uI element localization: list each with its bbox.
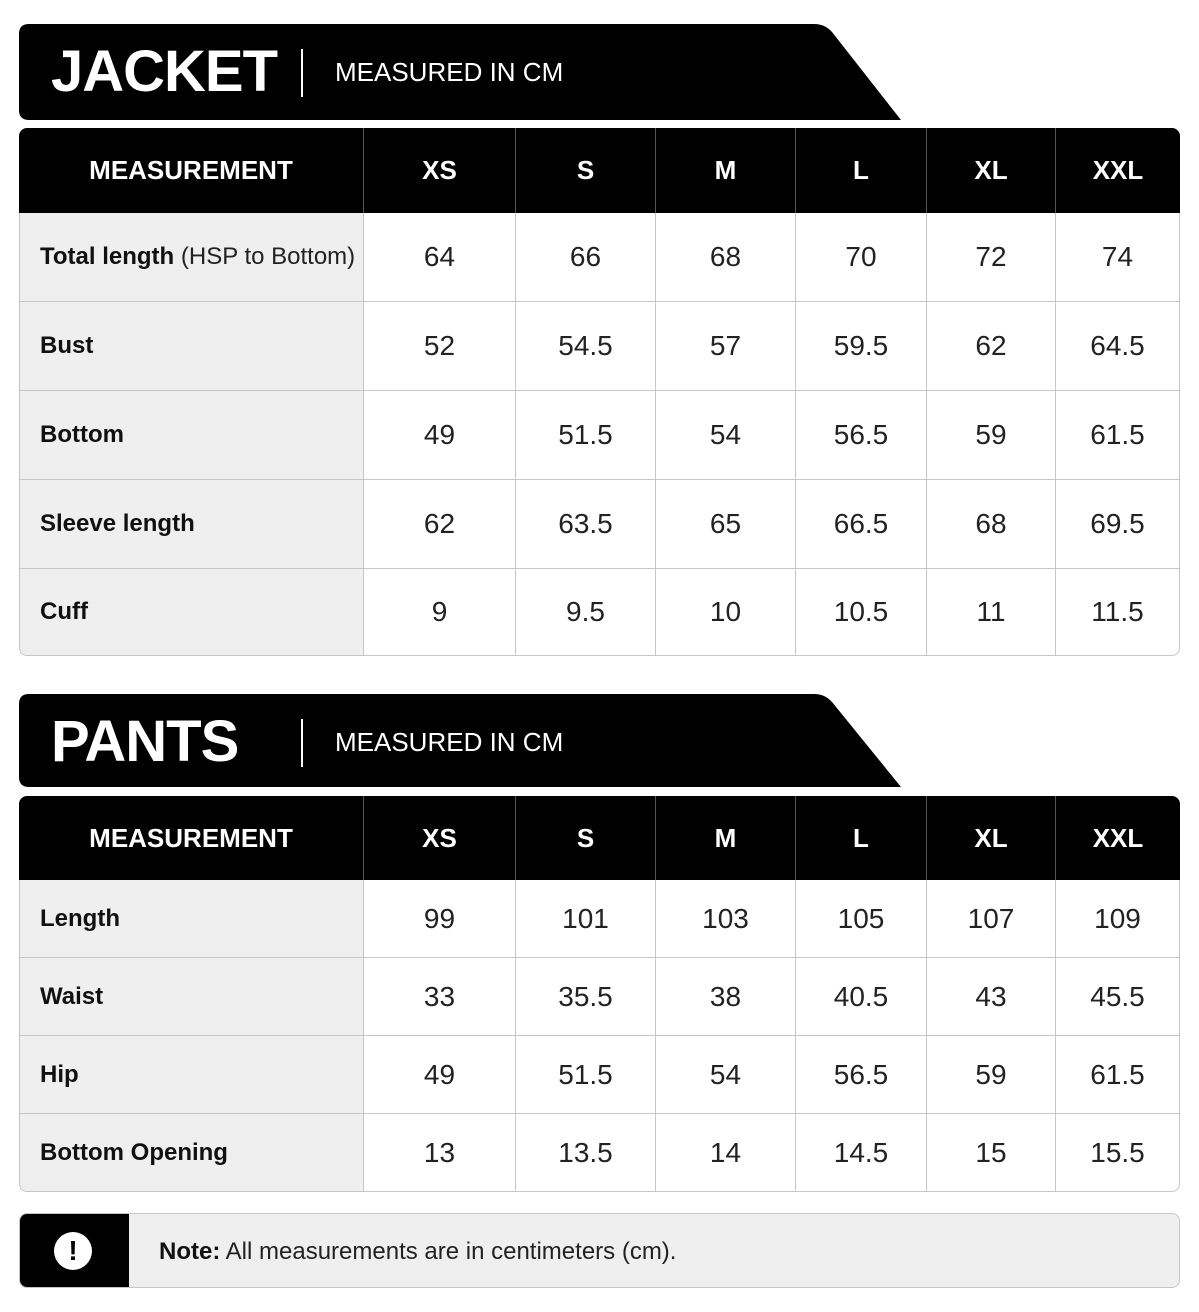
column-header-s: S [515, 128, 655, 213]
row-label-extra: (HSP to Bottom) [180, 243, 356, 270]
row-label-main: Bottom [40, 421, 124, 448]
note-icon-box [20, 1214, 129, 1288]
table-row [19, 880, 1180, 958]
column-header-measurement: MEASUREMENT [19, 796, 363, 880]
table-cell: 49 [363, 391, 515, 480]
table-cell: 61.5 [1055, 391, 1180, 480]
table-cell: 99 [363, 880, 515, 958]
table-cell: 10.5 [795, 569, 926, 656]
row-label-main: Length [40, 904, 120, 932]
table-cell: 74 [1055, 213, 1180, 302]
table-cell: 40.5 [795, 958, 926, 1036]
table-cell: 59 [926, 391, 1055, 480]
row-label [19, 880, 363, 958]
table-row [19, 391, 1180, 480]
table-cell: 59.5 [795, 302, 926, 391]
table-cell: 11.5 [1055, 569, 1180, 656]
note-message: All measurements are in centimeters (cm). [225, 1238, 677, 1265]
table-row [19, 569, 1180, 656]
table-row [19, 1114, 1180, 1192]
table-cell: 56.5 [795, 1036, 926, 1114]
column-header-xl: XL [926, 796, 1055, 880]
table-cell: 66 [515, 213, 655, 302]
table-cell: 54.5 [515, 302, 655, 391]
table-cell: 9.5 [515, 569, 655, 656]
note-bar [19, 1213, 1180, 1288]
exclamation-icon: ! [54, 1232, 92, 1270]
pants-subtitle: MEASURED IN CM [335, 727, 564, 757]
table-cell: 68 [926, 480, 1055, 569]
table-cell: 62 [926, 302, 1055, 391]
table-cell: 13.5 [515, 1114, 655, 1192]
row-label [19, 569, 363, 656]
row-label [19, 958, 363, 1036]
table-row [19, 480, 1180, 569]
row-label-main: Sleeve length [40, 510, 195, 537]
column-header-xl: XL [926, 128, 1055, 213]
pants-title: PANTS [51, 709, 239, 774]
table-cell: 49 [363, 1036, 515, 1114]
note-text [159, 1214, 676, 1288]
row-label-main: Hip [40, 1060, 79, 1088]
note-label: Note: [159, 1238, 221, 1265]
table-cell: 63.5 [515, 480, 655, 569]
row-label [19, 391, 363, 480]
table-row [19, 1036, 1180, 1114]
table-cell: 72 [926, 213, 1055, 302]
jacket-subtitle: MEASURED IN CM [335, 57, 564, 87]
row-label-main: Total length [40, 243, 175, 270]
table-cell: 105 [795, 880, 926, 958]
jacket-banner-divider [301, 49, 303, 97]
table-row [19, 302, 1180, 391]
row-label [19, 1036, 363, 1114]
column-header-xxl: XXL [1055, 796, 1180, 880]
table-cell: 51.5 [515, 391, 655, 480]
table-cell: 43 [926, 958, 1055, 1036]
table-cell: 51.5 [515, 1036, 655, 1114]
table-cell: 65 [655, 480, 795, 569]
column-header-l: L [795, 796, 926, 880]
table-cell: 15.5 [1055, 1114, 1180, 1192]
row-label-main: Bottom Opening [40, 1138, 228, 1166]
table-cell: 15 [926, 1114, 1055, 1192]
table-cell: 61.5 [1055, 1036, 1180, 1114]
pants-header-row [19, 796, 1180, 880]
table-row [19, 213, 1180, 302]
table-cell: 11 [926, 569, 1055, 656]
table-cell: 64 [363, 213, 515, 302]
table-cell: 109 [1055, 880, 1180, 958]
table-cell: 9 [363, 569, 515, 656]
table-cell: 68 [655, 213, 795, 302]
column-header-m: M [655, 128, 795, 213]
table-cell: 101 [515, 880, 655, 958]
table-cell: 45.5 [1055, 958, 1180, 1036]
pants-banner-divider [301, 719, 303, 767]
table-cell: 56.5 [795, 391, 926, 480]
table-cell: 62 [363, 480, 515, 569]
row-label-main: Cuff [40, 598, 88, 625]
table-cell: 103 [655, 880, 795, 958]
table-cell: 70 [795, 213, 926, 302]
table-cell: 54 [655, 1036, 795, 1114]
jacket-size-table [19, 128, 1180, 656]
table-cell: 52 [363, 302, 515, 391]
jacket-title: JACKET [51, 39, 278, 104]
column-header-measurement: MEASUREMENT [19, 128, 363, 213]
row-label-main: Bust [40, 332, 94, 359]
jacket-banner [19, 24, 901, 120]
table-row [19, 958, 1180, 1036]
table-cell: 66.5 [795, 480, 926, 569]
jacket-header-row [19, 128, 1180, 213]
table-cell: 14.5 [795, 1114, 926, 1192]
pants-size-table [19, 796, 1180, 1192]
row-label [19, 213, 363, 302]
column-header-xxl: XXL [1055, 128, 1180, 213]
table-cell: 69.5 [1055, 480, 1180, 569]
table-cell: 14 [655, 1114, 795, 1192]
table-cell: 57 [655, 302, 795, 391]
column-header-l: L [795, 128, 926, 213]
row-label-main: Waist [40, 982, 104, 1010]
table-cell: 13 [363, 1114, 515, 1192]
table-cell: 107 [926, 880, 1055, 958]
column-header-s: S [515, 796, 655, 880]
table-cell: 10 [655, 569, 795, 656]
column-header-xs: XS [363, 128, 515, 213]
table-cell: 35.5 [515, 958, 655, 1036]
row-label [19, 302, 363, 391]
column-header-m: M [655, 796, 795, 880]
table-cell: 38 [655, 958, 795, 1036]
row-label [19, 480, 363, 569]
table-cell: 64.5 [1055, 302, 1180, 391]
row-label [19, 1114, 363, 1192]
table-cell: 54 [655, 391, 795, 480]
table-cell: 59 [926, 1036, 1055, 1114]
pants-banner [19, 694, 901, 790]
table-cell: 33 [363, 958, 515, 1036]
column-header-xs: XS [363, 796, 515, 880]
